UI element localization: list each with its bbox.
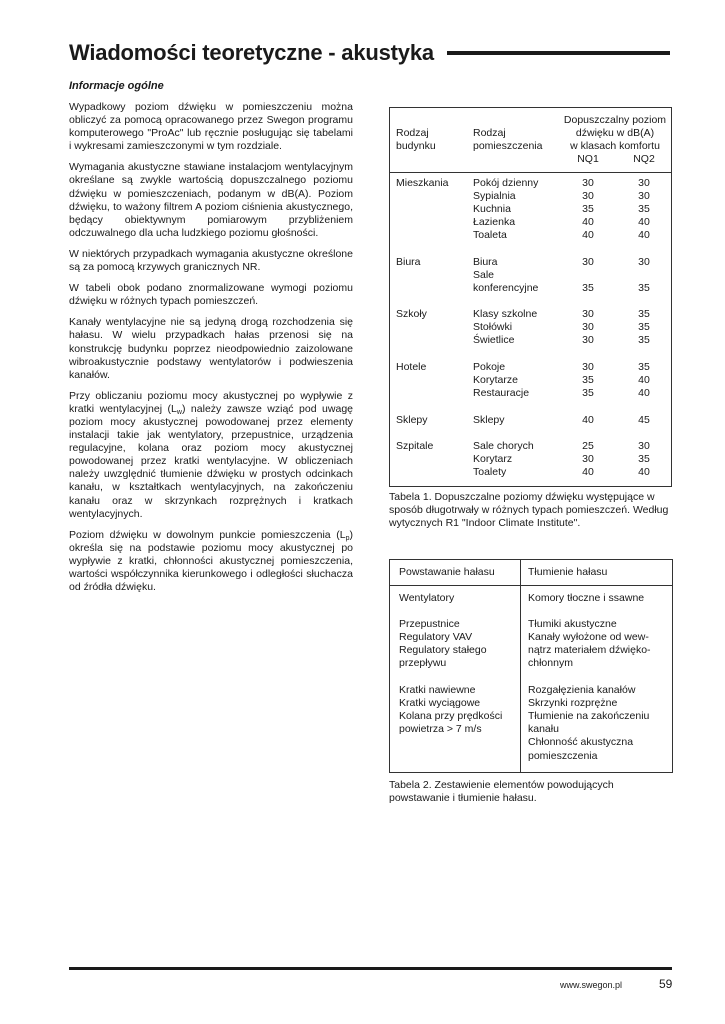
room-type-cell: Toalety	[473, 466, 507, 478]
noise-source-item: Przepustnice	[399, 618, 460, 630]
header-noise-attenuation: Tłumienie hałasu	[528, 566, 608, 578]
nq1-value-cell: 30	[582, 190, 594, 202]
nq1-value-cell: 40	[582, 229, 594, 241]
header-noise-generation: Powstawanie hałasu	[399, 566, 495, 578]
paragraph-4: W tabeli obok podano znormalizowane wymogi poziomu dźwięku w różnych typach pomieszczeń.	[69, 282, 353, 308]
building-type-cell: Szpitale	[396, 440, 434, 452]
noise-attenuation-item: Komory tłoczne i ssawne	[528, 592, 645, 604]
nq1-value-cell: 40	[582, 414, 594, 426]
header-permissible-level: Dopuszczalny poziom dźwięku w dB(A) w klasach komfortu	[563, 114, 667, 153]
room-type-cell: konferencyjne	[473, 282, 539, 294]
building-type-cell: Szkoły	[396, 308, 427, 320]
intro-text-column	[69, 101, 353, 602]
nq2-value-cell: 40	[638, 229, 650, 241]
noise-attenuation-item: Rozgałęzienia kanałów	[528, 684, 636, 696]
noise-source-item: powietrza > 7 m/s	[399, 723, 482, 736]
nq1-value-cell: 30	[582, 308, 594, 320]
noise-attenuation-item: Chłonność akustyczna	[528, 736, 634, 749]
nq2-value-cell: 40	[638, 374, 650, 386]
room-type-cell: Restauracje	[473, 387, 530, 399]
nq1-value-cell: 35	[582, 374, 594, 386]
nq1-value-cell: 40	[582, 466, 594, 478]
column-divider	[520, 560, 521, 772]
building-type-cell: Biura	[396, 256, 421, 268]
room-type-cell: Pokoje	[473, 361, 506, 373]
nq1-value-cell: 40	[582, 216, 594, 228]
nq1-value-cell: 30	[582, 334, 594, 346]
paragraph-1: Wypadkowy poziom dźwięku w pomieszczeniu można obliczyć za pomocą opracowanego przez Swegon programu komputerowego "ProAc" lub ręcznie posługując się tabelami i wykresami zamieszczonymi w tym rozdziale.	[69, 101, 353, 153]
nq1-value-cell: 35	[582, 203, 594, 215]
room-type-cell: Biura	[473, 256, 498, 268]
table2-caption: Tabela 2. Zestawienie elementów powodujących powstawanie i tłumienie hałasu.	[389, 779, 614, 805]
noise-source-item: Regulatory stałego	[399, 644, 487, 657]
nq2-value-cell: 30	[638, 440, 650, 452]
noise-attenuation-item: pomieszczenia	[528, 749, 598, 762]
noise-attenuation-item: Kanały wyłożone od wew-	[528, 631, 649, 644]
room-type-cell: Klasy szkolne	[473, 308, 538, 320]
header-room-type: Rodzaj pomieszczenia	[473, 127, 543, 153]
building-type-cell: Mieszkania	[396, 177, 449, 189]
noise-attenuation-item: nątrz materiałem dźwięko-	[528, 644, 651, 657]
nq1-value-cell: 30	[582, 321, 594, 333]
page-number: 59	[659, 977, 673, 991]
nq1-value-cell: 30	[582, 453, 594, 465]
noise-source-item: Regulatory VAV	[399, 631, 473, 644]
section-heading: Informacje ogólne	[69, 80, 164, 92]
nq2-value-cell: 35	[638, 361, 650, 373]
website-link[interactable]: www.swegon.pl	[560, 980, 623, 990]
noise-attenuation-item: chłonnym	[528, 657, 573, 670]
nq2-value-cell: 30	[638, 256, 650, 268]
nq2-value-cell: 35	[638, 334, 650, 346]
title-rule	[447, 51, 670, 55]
nq2-value-cell: 35	[638, 203, 650, 215]
noise-source-item: Kratki nawiewne	[399, 684, 476, 696]
nq2-value-cell: 40	[638, 216, 650, 228]
header-divider	[390, 585, 672, 586]
nq2-value-cell: 35	[638, 453, 650, 465]
noise-source-item: Kratki wyciągowe	[399, 697, 481, 710]
page-title: Wiadomości teoretyczne - akustyka	[69, 40, 434, 65]
noise-sources-table	[389, 559, 673, 773]
noise-attenuation-item: Skrzynki rozprężne	[528, 697, 618, 710]
room-type-cell: Korytarze	[473, 374, 518, 386]
nq1-value-cell: 25	[582, 440, 594, 452]
nq2-value-cell: 45	[638, 414, 650, 426]
room-type-cell: Stołówki	[473, 321, 513, 333]
noise-attenuation-item: kanału	[528, 723, 559, 736]
nq2-value-cell: 35	[638, 282, 650, 294]
room-type-cell: Korytarz	[473, 453, 513, 465]
room-type-cell: Świetlice	[473, 334, 515, 346]
nq1-value-cell: 35	[582, 387, 594, 399]
nq1-value-cell: 30	[582, 361, 594, 373]
nq2-value-cell: 40	[638, 466, 650, 478]
header-nq2: NQ2	[633, 153, 655, 165]
noise-attenuation-item: Tłumiki akustyczne	[528, 618, 617, 630]
noise-level-table	[389, 107, 672, 487]
building-type-cell: Hotele	[396, 361, 427, 373]
nq2-value-cell: 30	[638, 177, 650, 189]
room-type-cell: Kuchnia	[473, 203, 511, 215]
nq2-value-cell: 30	[638, 190, 650, 202]
noise-source-item: Kolana przy prędkości	[399, 710, 503, 723]
room-type-cell: Pokój dzienny	[473, 177, 539, 189]
paragraph-2: Wymagania akustyczne stawiane instalacjom wentylacyjnym określane są zwykle wartością dopuszczalnego poziomu dźwięku w pomieszczeniach, podanym w dB(A). Poziom dźwięku, to ważony filtrem A poziom ciśnienia akustycznego, będący obiektywnym pomiarowym przybliżeniem odczuwalnego dla ucha ludzkiego poziomu głośności.	[69, 161, 353, 239]
header-building-type: Rodzaj budynku	[396, 127, 436, 153]
footer-rule	[69, 967, 672, 970]
paragraph-6: Przy obliczaniu poziomu mocy akustycznej po wypływie z kratki wentylacyjnej $(L_w)$ należy zawsze wziąć pod uwagę poziom mocy akustycznej powodowanej przez elementy instalacji takie jak wentylatory, przepustnice, urządzenia regulacyjne, kolana oraz poziom mocy akustycznej powodowanej przez kratki wentylacyjne. W obliczeniach należy uwzględnić tłumienie dźwięku w prostych odcinkach kanału, w kształtkach wentylacyjnych, na zakończeniu kanału oraz w skrzynkach rozprężnych i kratkach wentylacyjnych.	[69, 389, 354, 520]
table1-caption: Tabela 1. Dopuszczalne poziomy dźwięku występujące w sposób długotrwały w różnych typach pomieszczeń. Według wytycznych R1 "Indoor Climate Institute".	[389, 491, 669, 530]
paragraph-5: Kanały wentylacyjne nie są jedyną drogą rozchodzenia się hałasu. W wielu przypadkach hałas przenosi się na konstrukcję budynku poprzez nieodpowiednio zaizolowane wibroakustycznie podstawy wentylatorów i podwieszenia kanałów.	[69, 316, 353, 381]
room-type-cell: Łazienka	[473, 216, 516, 228]
noise-attenuation-item: Tłumienie na zakończeniu	[528, 710, 650, 723]
room-type-cell: Sale	[473, 269, 495, 281]
nq1-value-cell: 35	[582, 282, 594, 294]
paragraph-7: Poziom dźwięku w dowolnym punkcie pomieszczenia $(L_p)$ określa się na podstawie poziomu mocy akustycznej po wypływie z kratki, chłonności akustycznej pomieszczenia, wartości współczynnika kierunkowego i odległości słuchacza od źródła dźwięku.	[69, 528, 353, 594]
header-nq1: NQ1	[577, 153, 599, 165]
nq2-value-cell: 35	[638, 308, 650, 320]
header-divider	[390, 172, 671, 173]
nq1-value-cell: 30	[582, 256, 594, 268]
paragraph-3: W niektórych przypadkach wymagania akustyczne określone są za pomocą krzywych granicznych NR.	[69, 247, 353, 274]
nq1-value-cell: 30	[582, 177, 594, 189]
room-type-cell: Toaleta	[473, 229, 507, 241]
nq2-value-cell: 35	[638, 321, 650, 333]
room-type-cell: Sale chorych	[473, 440, 534, 452]
noise-source-item: przepływu	[399, 657, 447, 670]
room-type-cell: Sklepy	[473, 414, 505, 426]
building-type-cell: Sklepy	[396, 414, 428, 426]
noise-source-item: Wentylatory	[399, 592, 455, 604]
room-type-cell: Sypialnia	[473, 190, 516, 202]
nq2-value-cell: 40	[638, 387, 650, 399]
